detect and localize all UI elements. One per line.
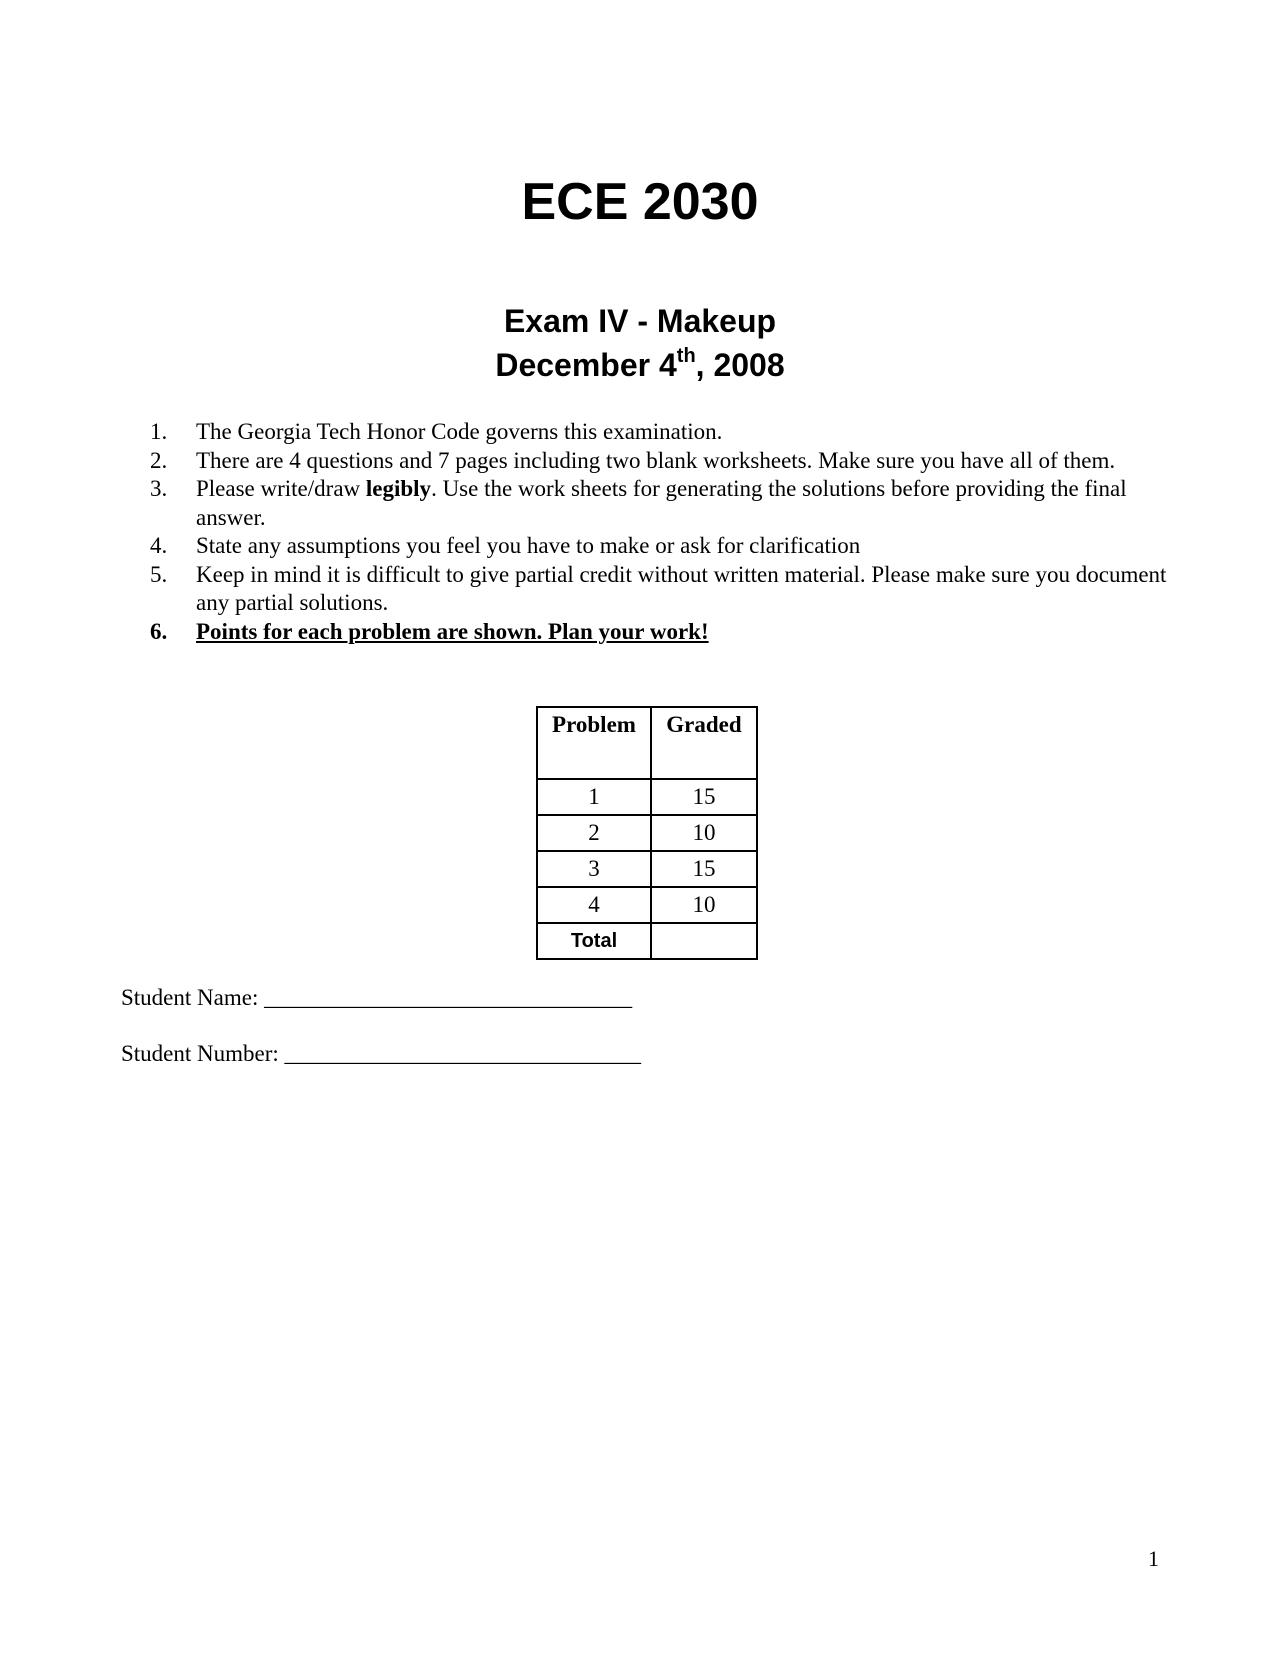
header-problem: Problem xyxy=(537,707,651,779)
instruction-text: The Georgia Tech Honor Code governs this examination. xyxy=(196,419,723,444)
instruction-number: 4. xyxy=(150,533,168,558)
instruction-number: 3. xyxy=(150,476,168,501)
problem-cell: 2 xyxy=(537,815,651,851)
student-number-field: Student Number: _______________________________ xyxy=(121,1041,642,1066)
points-cell: 15 xyxy=(651,851,757,887)
instruction-text-underlined: Points for each problem are shown. Plan your work! xyxy=(196,618,709,644)
total-row xyxy=(537,923,757,959)
page-number: 1 xyxy=(1148,1546,1159,1571)
course-title: ECE 2030 xyxy=(521,173,759,231)
instruction-text: Keep in mind it is difficult to give partial credit without written material. Please make sure you document any partial solutions. xyxy=(196,561,1167,615)
problem-cell: 4 xyxy=(537,887,651,923)
problem-cell: 3 xyxy=(537,851,651,887)
points-cell: 10 xyxy=(651,887,757,923)
exam-title: Exam IV - Makeup xyxy=(503,303,777,339)
instruction-text-pre: Please write/draw xyxy=(196,476,366,501)
instruction-text: State any assumptions you feel you have to make or ask for clarification xyxy=(196,533,861,558)
instruction-text-post: . Use the work sheets for generating the solutions before providing the final answer. xyxy=(196,476,1127,530)
instruction-text xyxy=(196,618,1170,647)
instruction-number: 1. xyxy=(150,419,168,444)
instruction-number: 6. xyxy=(150,618,168,644)
exam-date-main: December 4 xyxy=(495,347,677,383)
instruction-text-bold: legibly xyxy=(365,476,432,501)
table-row xyxy=(537,887,757,923)
instruction-item xyxy=(150,561,1170,618)
grade-table-header-row xyxy=(537,707,757,779)
points-cell: 10 xyxy=(651,815,757,851)
total-label: Total xyxy=(537,923,651,959)
instructions-list xyxy=(150,418,1170,646)
instruction-text xyxy=(196,475,1170,532)
total-value xyxy=(651,923,757,959)
instruction-item xyxy=(150,532,1170,561)
instruction-number: 5. xyxy=(150,561,168,587)
points-cell: 15 xyxy=(651,779,757,815)
instruction-item-emphasized xyxy=(150,618,1170,647)
header-graded: Graded xyxy=(651,707,757,779)
instruction-item xyxy=(150,418,1170,447)
problem-cell: 1 xyxy=(537,779,651,815)
exam-date-year: , 2008 xyxy=(695,347,785,383)
instruction-number: 2. xyxy=(150,447,168,473)
student-name-field: Student Name: ________________________________ xyxy=(121,985,633,1010)
grade-table xyxy=(536,706,758,960)
table-row xyxy=(537,851,757,887)
instruction-text: There are 4 questions and 7 pages including two blank worksheets. Make sure you have all of them. xyxy=(196,447,1116,473)
table-row xyxy=(537,815,757,851)
table-row xyxy=(537,779,757,815)
exam-date xyxy=(0,344,1280,386)
exam-date-ordinal: th xyxy=(676,345,696,367)
instruction-item xyxy=(150,475,1170,532)
instruction-item xyxy=(150,447,1170,476)
